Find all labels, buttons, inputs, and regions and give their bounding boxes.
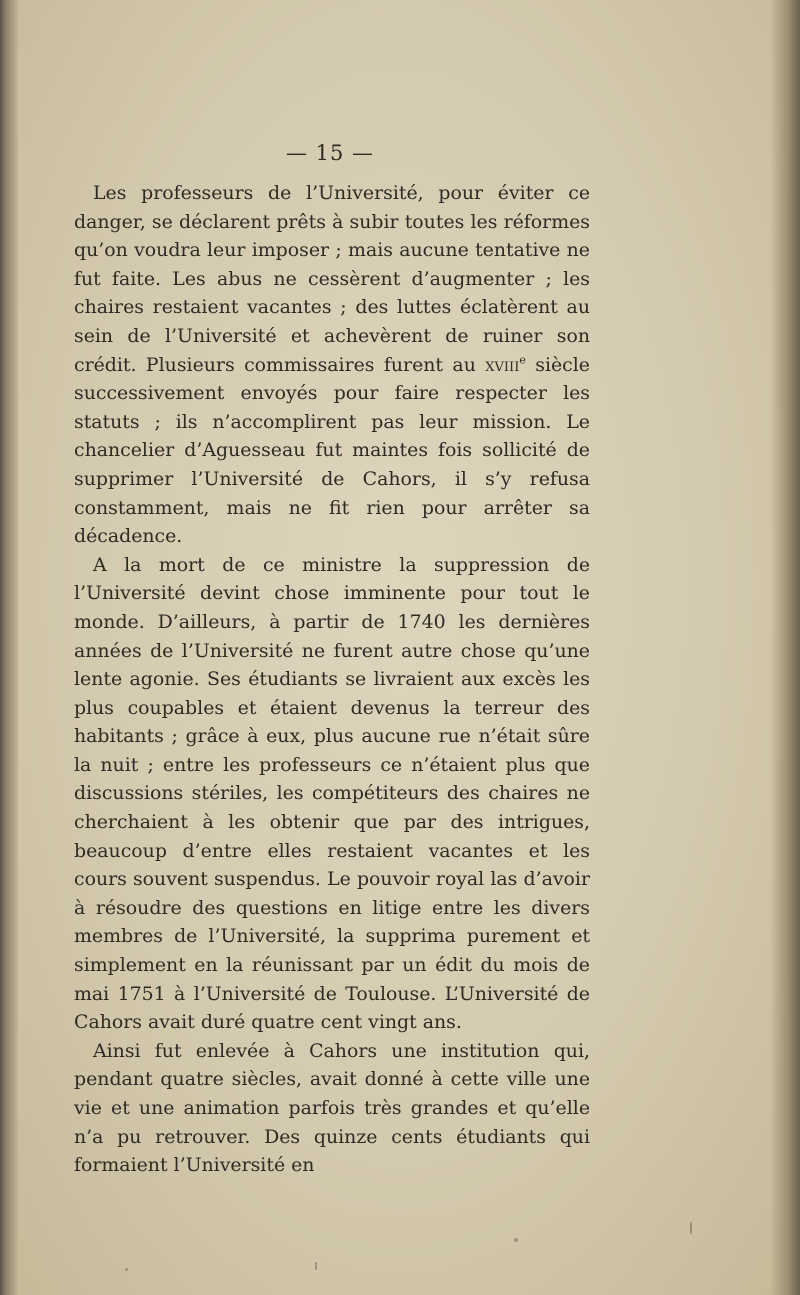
paragraph-1 xyxy=(74,179,590,551)
page-number: — 15 — xyxy=(285,141,375,165)
century-suffix: e xyxy=(519,353,526,367)
paper-blemish xyxy=(514,1238,518,1242)
paragraph-1-text-start: Les professeurs de l’Université, pour éviter ce danger, se déclarent prêts à subir toutes les réformes qu’on voudra leur imposer ; mais aucune tentative ne fut faite. Les abus ne cessèrent d’augmenter ; les chaires restaient vacantes ; des luttes éclatèrent au sein de l’Université et achevèrent de ruiner son crédit. Plusieurs commissaires furent au xyxy=(74,182,590,376)
paper-blemish xyxy=(125,1268,128,1271)
paragraph-2: A la mort de ce ministre la suppression de l’Université devint chose imminente pour tout le monde. D’ailleurs, à partir de 1740 les dernières années de l’Université ne furent autre chose qu’une lente agonie. Ses étudiants se livraient aux excès les plus coupables et étaient devenus la terreur des habitants ; grâce à eux, plus aucune rue n’était sûre la nuit ; entre les professeurs ce n’étaient plus que discussions stériles, les compétiteurs des chaires ne cherchaient à les obtenir que par des intrigues, beaucoup d’entre elles restaient vacantes et les cours souvent suspendus. Le pouvoir royal las d’avoir à résoudre des questions en litige entre les divers membres de l’Université, la supprima purement et simplement en la réunissant par un édit du mois de mai 1751 à l’Université de Toulouse. L’Université de Cahors avait duré quatre cent vingt ans. xyxy=(74,553,590,1034)
paragraph-3: Ainsi fut enlevée à Cahors une institution qui, pendant quatre siècles, avait donné à cette ville une vie et une animation parfois très grandes et qu’elle n’a pu retrouver. Des quinze cents étudiants qui formaient l’Université en xyxy=(74,1039,590,1177)
paper-blemish xyxy=(690,1222,692,1234)
paper-blemish xyxy=(315,1262,317,1270)
century-numeral: xviii xyxy=(485,353,520,376)
body-text xyxy=(74,179,590,1180)
paragraph-1-text-end: siècle successivement envoyés pour faire respecter les statuts ; ils n’accomplirent pas leur mission. Le chancelier d’Aguesseau fut maintes fois sollicité de supprimer l’Université de Cahors, il s’y refusa constamment, mais ne fit rien pour arrêter sa décadence. xyxy=(74,353,590,548)
page-outer-edge xyxy=(770,0,800,1295)
page-binding-edge xyxy=(0,0,18,1295)
